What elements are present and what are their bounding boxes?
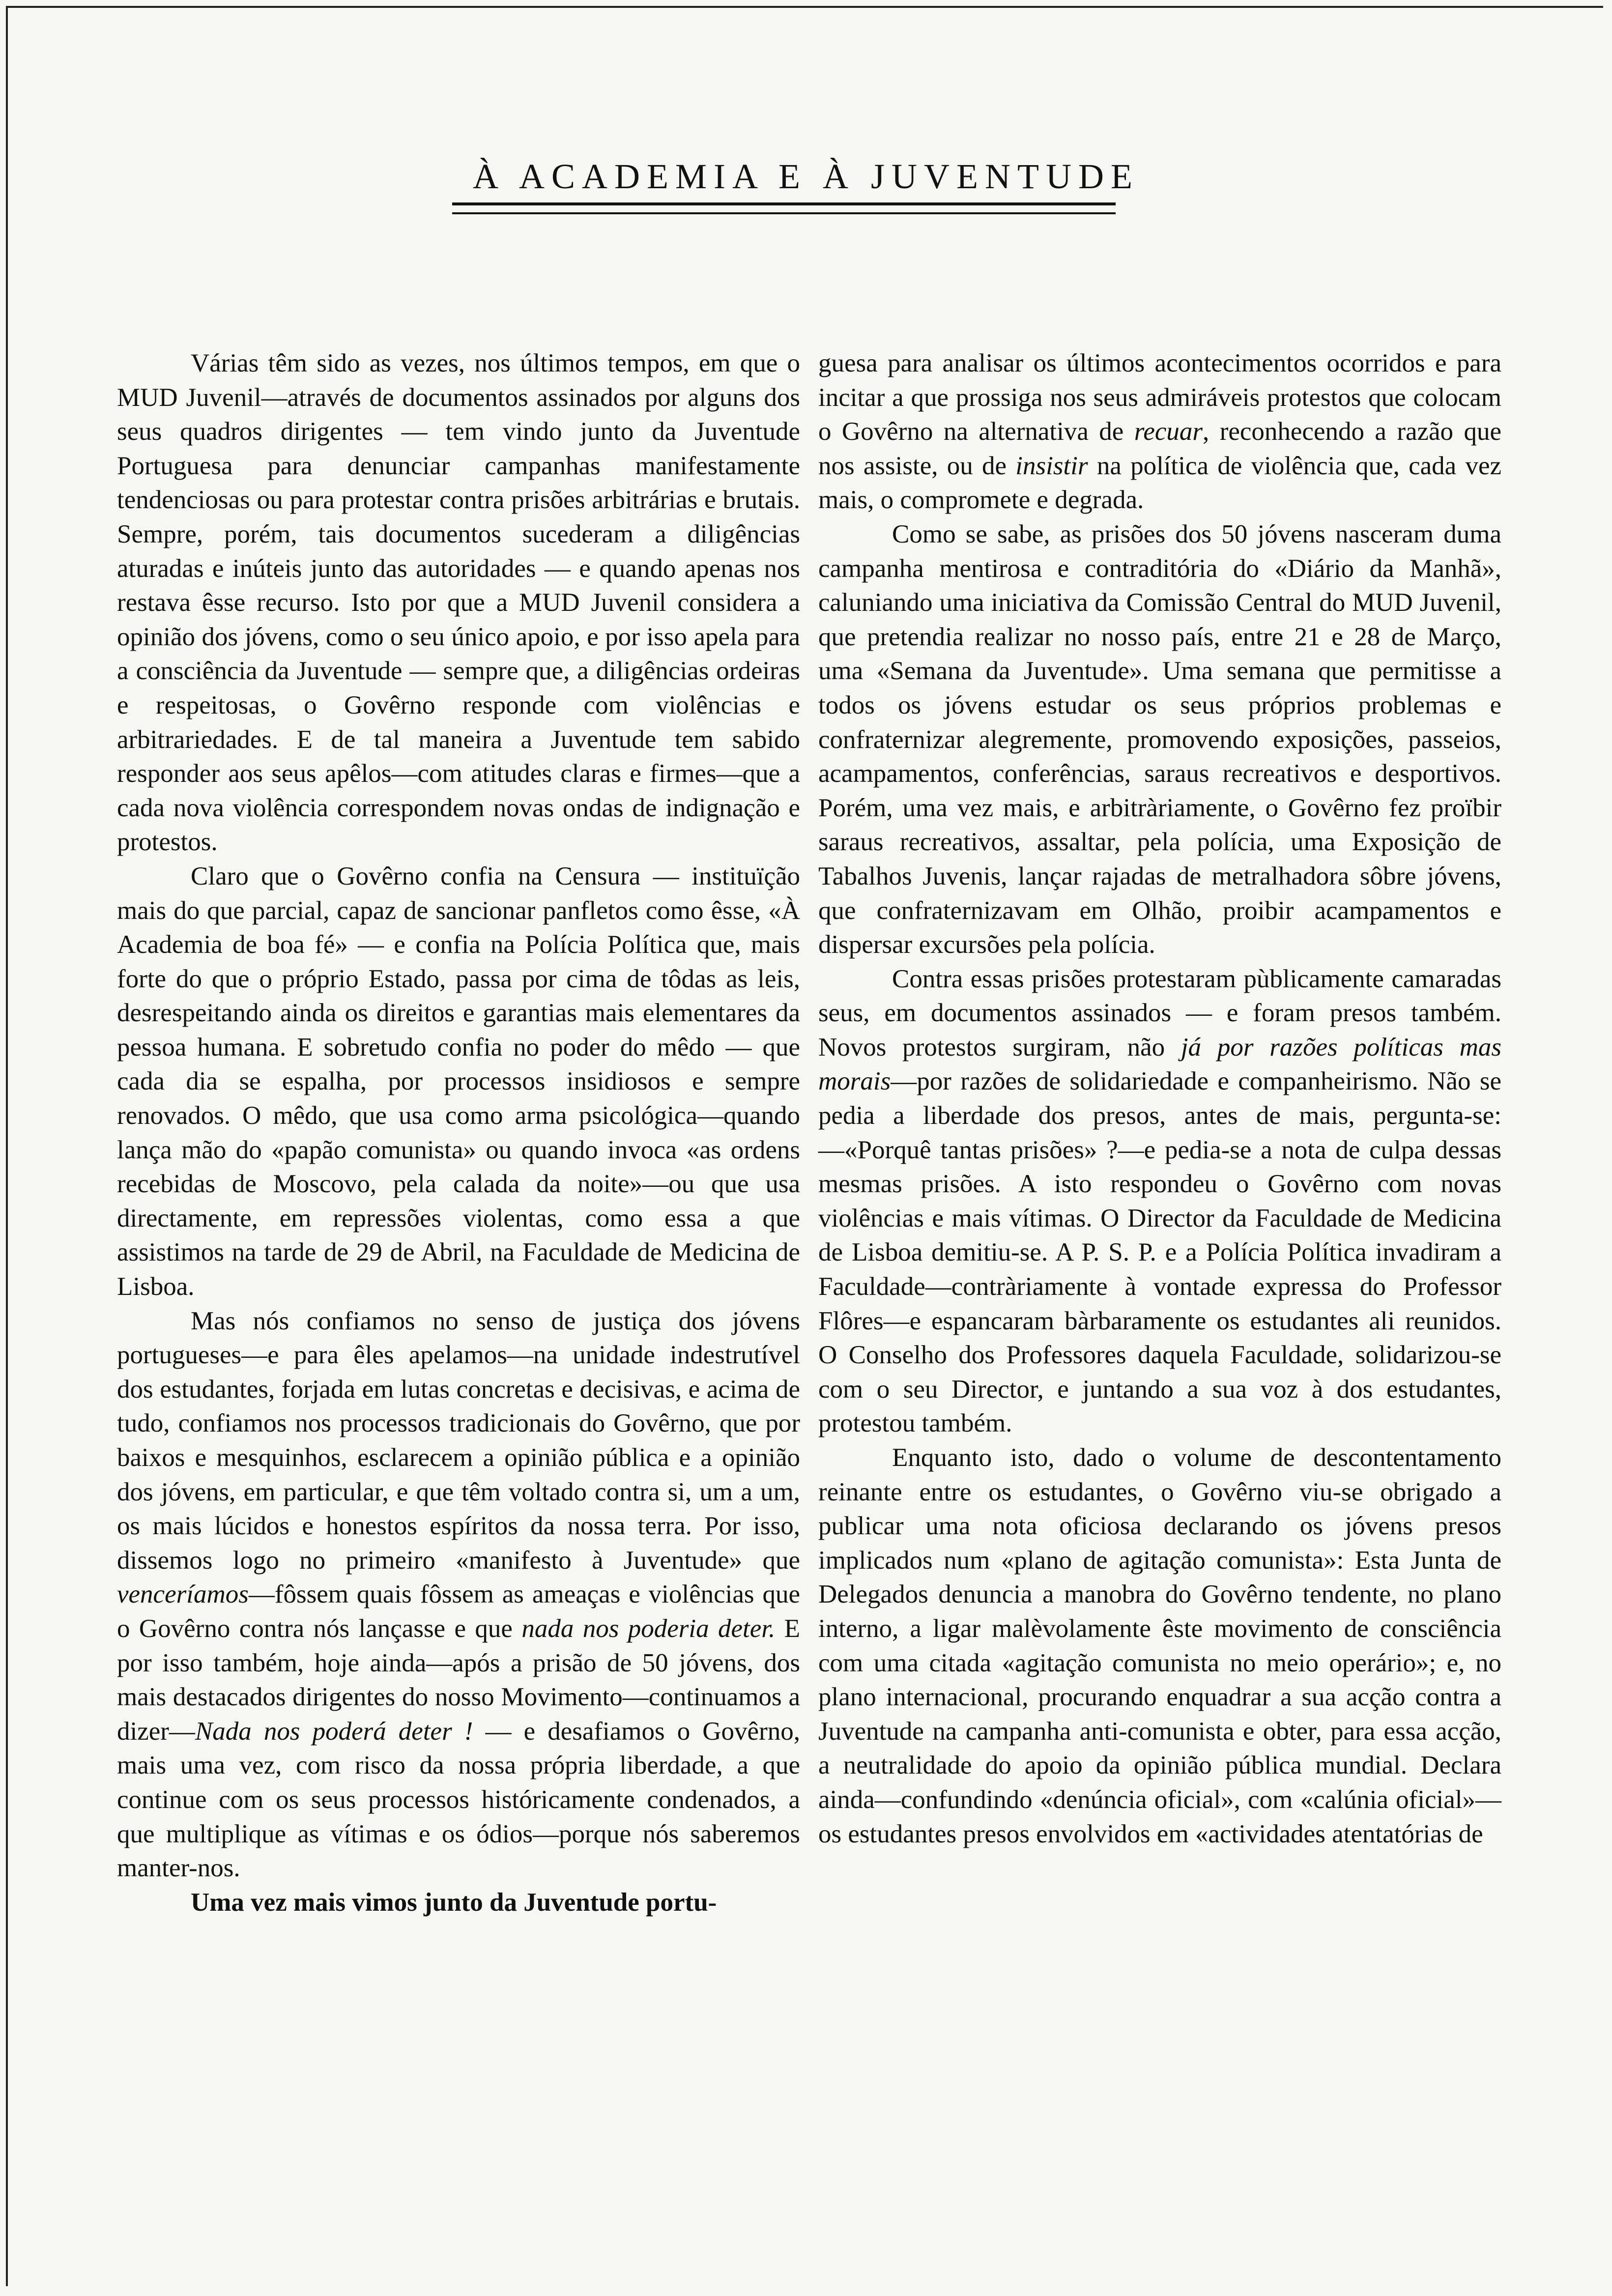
left-paragraph-2: Claro que o Govêrno confia na Censura — instituïção mais do que parcial, capaz de sancionar panfletos como êsse, «À Academia de boa fé» — e confia na Polícia Política que, mais forte do que o próprio Estado, passa por cima de tôdas as leis, desrespeitando ainda os direitos e garantias mais elementares da pessoa humana. E sobretudo confia no poder do mêdo — que cada dia se espalha, por processos insidiosos e sempre renovados. O mêdo, que usa como arma psicológica—quando lança mão do «papão comunista» ou quando invoca «as ordens recebidas de Moscovo, pela calada da noite»—ou que usa directamente, em repressões violentas, como essa a que assistimos na tarde de 29 de Abril, na Faculdade de Medicina de Lisboa. xyxy=(117,861,800,1301)
left-p3-text-d: — e desafiamos o Govêrno, mais uma vez, com risco da nossa própria liberdade, a que continue com os seus processos históricamente condenados, a que multiplique as vítimas e os ódios—porque nós saberemos manter-nos. xyxy=(117,1717,800,1883)
left-p3-text-b: —fôssem quais fôssem as ameaças e violências que o Govêrno contra nós lançasse e que xyxy=(117,1580,800,1643)
right-paragraph-3 xyxy=(818,962,1501,1441)
left-p3-text-c: E por isso também, hoje ainda—após a prisão de 50 jóvens, dos mais destacados dirigentes do nosso Movimento—continuamos a dizer— xyxy=(117,1614,801,1746)
right-paragraph-4: Enquanto isto, dado o volume de descontentamento reinante entre os estudantes, o Govêrno viu-se obrigado a publicar uma nota oficiosa declarando os jóvens presos implicados num «plano de agitação comunista»: Esta Junta de Delegados denuncia a manobra do Govêrno tendente, no plano interno, a ligar malèvolamente êste movimento de consciência com uma citada «agitação comunista no meio operário»; e, no plano internacional, procurando enquadrar a sua acção contra a Juventude na campanha anti-comunista e obter, para essa acção, a neutralidade do apoio da opinião pública mundial. Declara ainda—confundindo «denúncia oficial», com «calúnia oficial»—os estudantes presos envolvidos em «actividades atentatórias de xyxy=(818,1443,1501,1848)
left-paragraph-4: Uma vez mais vimos junto da Juventude portu- xyxy=(191,1888,717,1917)
left-p3-emphasis-2: nada nos poderia deter. xyxy=(521,1614,776,1643)
title-double-rule xyxy=(452,202,1116,214)
right-p1-text-a: guesa para analisar os últimos acontecimentos ocorridos e para incitar a que prossiga nos seus admiráveis protestos que colocam o Govêrno na alternativa de xyxy=(818,349,1501,446)
right-p3-text-b: —por razões de solidariedade e companheirismo. Não se pedia a liberdade dos presos, antes de mais, pergunta-se:—«Porquê tantas prisões» ?—e pedia-se a nota de culpa dessas mesmas prisões. A isto respondeu o Govêrno com novas violências e mais vítimas. O Director da Faculdade de Medicina de Lisboa demitiu-se. A P. S. P. e a Polícia Política invadiram a Faculdade—contràriamente à vontade expressa do Professor Flôres—e espancaram bàrbaramente os estudantes ali reunidos. O Conselho dos Professores daquela Faculdade, solidarizou-se com o seu Director, e juntando a sua voz à dos estudantes, protestou também. xyxy=(818,1067,1501,1438)
left-p3-emphasis-3: Nada nos poderá deter ! xyxy=(195,1717,473,1746)
page-border-top xyxy=(6,6,1603,8)
right-column xyxy=(818,346,1501,1851)
left-paragraph-1: Várias têm sido as vezes, nos últimos tempos, em que o MUD Juvenil—através de documentos assinados por alguns dos seus quadros dirigentes — tem vindo junto da Juventude Portuguesa para denunciar campanhas manifestamente tendenciosas ou para protestar contra prisões arbitrárias e brutais. Sempre, porém, tais documentos sucederam a diligências aturadas e inúteis junto das autoridades — e quando apenas nos restava êsse recurso. Isto por que a MUD Juvenil considera a opinião dos jóvens, como o seu único apoio, e por isso apela para a consciência da Juventude — sempre que, a diligências ordeiras e respeitosas, o Govêrno responde com violências e arbitrariedades. E de tal maneira a Juventude tem sabido responder aos seus apêlos—com atitudes claras e firmes—que a cada nova violência correspondem novas ondas de indignação e protestos. xyxy=(117,349,800,857)
page-title: À ACADEMIA E À JUVENTUDE xyxy=(473,157,1139,196)
right-p1-emphasis-2: insistir xyxy=(1015,451,1088,480)
left-p3-emphasis-1: venceríamos xyxy=(117,1580,249,1609)
left-paragraph-3 xyxy=(117,1304,800,1886)
right-paragraph-1 xyxy=(818,346,1501,517)
left-p3-text-a: Mas nós confiamos no senso de justiça dos jóvens portugueses—e para êles apelamos—na unidade indestrutível dos estudantes, forjada em lutas concretas e decisivas, e acima de tudo, confiamos nos processos tradicionais do Govêrno, que por baixos e mesquinhos, esclarecem a opinião pública e a opinião dos jóvens, em particular, e que têm voltado contra si, um a um, os mais lúcidos e honestos espíritos da nossa terra. Por isso, dissemos logo no primeiro «manifesto à Juventude» que xyxy=(117,1306,800,1575)
right-p1-text-c: na política de violência que, cada vez mais, o compromete e degrada. xyxy=(818,451,1501,515)
right-p1-emphasis-1: recuar xyxy=(1134,417,1203,446)
page-border-left xyxy=(6,6,8,2286)
right-p1-text-b: , reconhecendo a razão que nos assiste, ou de xyxy=(818,417,1501,480)
left-column xyxy=(117,346,800,1920)
right-p3-emphasis-1: já por razões políticas mas morais xyxy=(818,1033,1501,1096)
right-p3-text-a: Contra essas prisões protestaram pùblicamente camaradas seus, em documentos assinados — e foram presos também. Novos protestos surgiram, não xyxy=(818,964,1501,1062)
right-paragraph-2: Como se sabe, as prisões dos 50 jóvens nasceram duma campanha mentirosa e contraditória do «Diário da Manhã», caluniando uma iniciativa da Comissão Central do MUD Juvenil, que pretendia realizar no nosso país, entre 21 e 28 de Março, uma «Semana da Juventude». Uma semana que permitisse a todos os jóvens estudar os seus próprios problemas e confraternizar alegremente, promovendo exposições, passeios, acampamentos, conferências, saraus recreativos e desportivos. Porém, uma vez mais, e arbitràriamente, o Govêrno fez proïbir saraus recreativos, assaltar, pela polícia, uma Exposição de Tabalhos Juvenis, lançar rajadas de metralhadora sôbre jóvens, que confraternizavam em Olhão, proibir acampamentos e dispersar excursões pela polícia. xyxy=(818,519,1501,959)
